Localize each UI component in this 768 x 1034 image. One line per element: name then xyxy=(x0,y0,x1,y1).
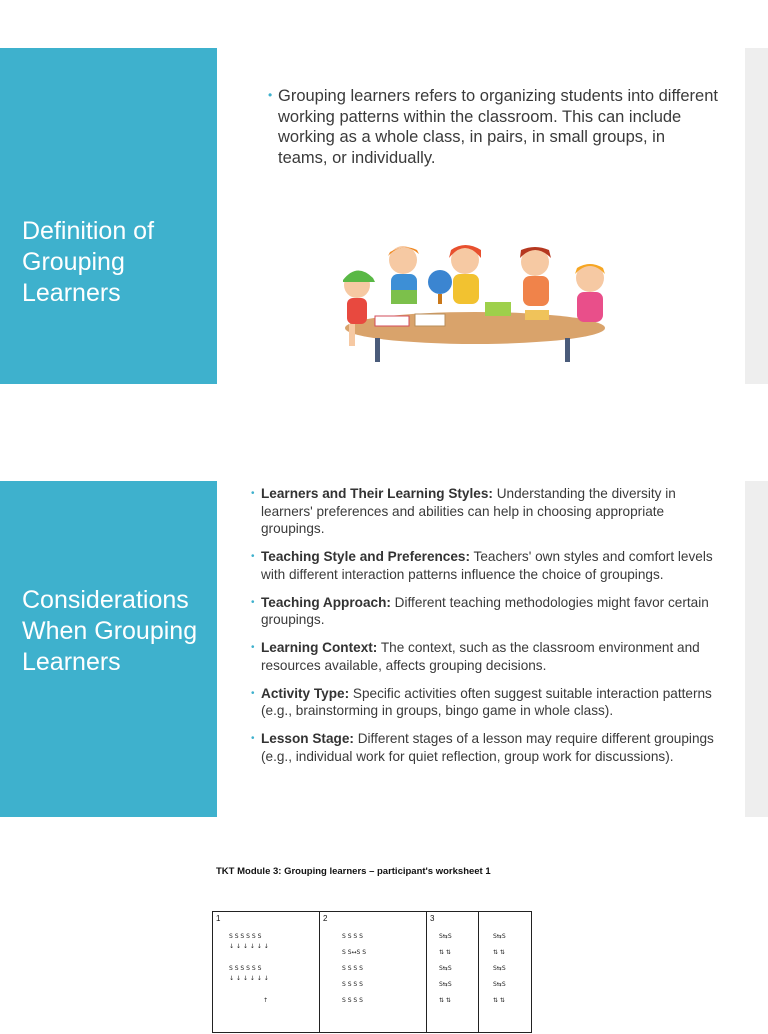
svg-text:S S S S: S S S S xyxy=(342,997,363,1004)
svg-text:S S S S: S S S S xyxy=(342,981,363,988)
slide-side-bar xyxy=(745,481,768,817)
seating-pattern-icon xyxy=(328,924,428,1034)
cell-number: 1 xyxy=(216,914,221,923)
bullet-icon: • xyxy=(251,551,255,562)
worksheet-title: TKT Module 3: Grouping learners – participant's worksheet 1 xyxy=(216,866,491,877)
svg-text:S S↔S S: S S↔S S xyxy=(342,949,367,956)
cell-number: 2 xyxy=(323,914,328,923)
item-term: Activity Type: xyxy=(261,685,350,701)
svg-text:S⇆S: S⇆S xyxy=(439,981,452,988)
considerations-list xyxy=(251,485,721,776)
item-text: Teachers' own styles and comfort levels with different interaction patterns influence the choice of groupings. xyxy=(261,549,713,582)
item-term: Teaching Style and Preferences: xyxy=(261,549,471,564)
list-item xyxy=(251,639,721,674)
svg-text:S S S S S S: S S S S S S xyxy=(229,965,262,972)
svg-text:S S S S S S: S S S S S S xyxy=(229,933,262,940)
item-term: Learning Context: xyxy=(261,640,378,655)
slide-title: Considerations When Grouping Learners xyxy=(22,586,198,676)
item-text: Specific activities often suggest suitable interaction patterns (e.g., brainstorming in groups, bingo game in whole class). xyxy=(261,685,712,718)
svg-text:⇅ ⇅: ⇅ ⇅ xyxy=(493,949,505,956)
item-term: Lesson Stage: xyxy=(261,731,354,746)
item-text: The context, such as the classroom environment and resources available, affects grouping decisions. xyxy=(261,640,700,673)
title-panel xyxy=(0,48,217,384)
title-panel xyxy=(0,481,217,817)
worksheet-cell xyxy=(479,912,531,1032)
svg-text:⇅ ⇅: ⇅ ⇅ xyxy=(439,949,451,956)
children-reading-illustration xyxy=(335,240,615,365)
svg-text:S⇆S: S⇆S xyxy=(493,933,506,940)
svg-text:⇅ ⇅: ⇅ ⇅ xyxy=(439,997,451,1004)
list-item xyxy=(251,685,721,720)
cell-number: 3 xyxy=(430,914,435,923)
worksheet-cell xyxy=(213,912,320,1032)
worksheet-cell xyxy=(320,912,427,1032)
list-item xyxy=(251,548,721,583)
bullet-icon: • xyxy=(251,687,255,699)
item-term: Learners and Their Learning Styles: xyxy=(261,486,493,501)
item-text: Different teaching methodologies might favor certain groupings. xyxy=(261,594,709,627)
bullet-item xyxy=(268,86,718,168)
list-item xyxy=(251,730,721,765)
bullet-icon: • xyxy=(251,642,255,653)
bullet-icon: • xyxy=(251,733,255,744)
list-item xyxy=(251,594,721,629)
svg-text:S⇆S: S⇆S xyxy=(493,981,506,988)
svg-text:⇅ ⇅: ⇅ ⇅ xyxy=(493,997,505,1004)
slide-title: Definition of Grouping Learners xyxy=(22,217,155,307)
slide-side-bar xyxy=(745,48,768,384)
svg-text:S S S S: S S S S xyxy=(342,933,363,940)
svg-text:S⇆S: S⇆S xyxy=(439,965,452,972)
svg-text:S⇆S: S⇆S xyxy=(493,965,506,972)
worksheet-preview xyxy=(200,848,570,1024)
item-term: Teaching Approach: xyxy=(261,594,391,610)
svg-text:S S S S: S S S S xyxy=(342,965,363,972)
bullet-icon: • xyxy=(251,596,255,608)
seating-pattern-icon xyxy=(483,924,533,1034)
svg-text:↓ ↓ ↓ ↓ ↓ ↓: ↓ ↓ ↓ ↓ ↓ ↓ xyxy=(229,943,269,950)
item-text: Understanding the diversity in learners' preferences and abilities can help in choosing appropriate groupings. xyxy=(261,486,676,536)
list-item xyxy=(251,485,721,538)
svg-text:↓ ↓ ↓ ↓ ↓ ↓: ↓ ↓ ↓ ↓ ↓ ↓ xyxy=(229,975,269,982)
seating-pattern-icon xyxy=(431,924,481,1034)
item-text: Different stages of a lesson may require different groupings (e.g., individual work for quiet reflection, group work for discussions). xyxy=(261,731,714,764)
bullet-icon: • xyxy=(268,88,273,102)
bullet-icon: • xyxy=(251,488,255,499)
svg-text:↑: ↑ xyxy=(263,997,269,1004)
bullet-text: Grouping learners refers to organizing students into different working patterns within the classroom. This can include working as a whole class, in pairs, in small groups, in teams, or individually. xyxy=(278,87,718,167)
seating-pattern-icon xyxy=(221,924,321,1034)
worksheet-grid xyxy=(212,911,532,1033)
worksheet-cell xyxy=(427,912,479,1032)
svg-text:S⇆S: S⇆S xyxy=(439,933,452,940)
